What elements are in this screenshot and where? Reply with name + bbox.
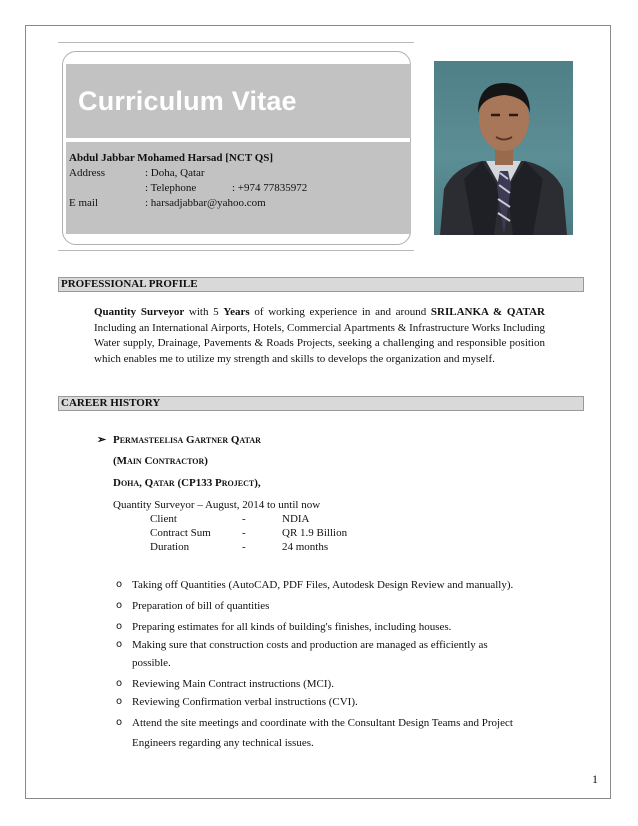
duty-text: Reviewing Confirmation verbal instructions (CVI). (132, 696, 358, 708)
detail-sep-duration: - (242, 541, 246, 553)
section-heading-career-history: CAREER HISTORY (58, 396, 584, 411)
duty-text: Taking off Quantities (AutoCAD, PDF Files, Autodesk Design Review and manually). (132, 579, 514, 591)
profile-countries: SRILANKA & QATAR (430, 306, 545, 318)
duty-text: Reviewing Main Contract instructions (MCI). (132, 678, 334, 690)
duty-item (116, 713, 547, 753)
profile-years: Years (223, 306, 250, 318)
address-label: Address (69, 167, 106, 179)
detail-value-contract-sum: QR 1.9 Billion (282, 527, 348, 539)
circle-bullet-icon: o (116, 579, 123, 590)
address-value: : Doha, Qatar (145, 167, 205, 179)
duty-item (116, 618, 552, 636)
company-entry (97, 433, 261, 446)
portrait-photo (434, 61, 573, 235)
duty-item (116, 576, 552, 594)
contractor-type: (Main Contractor) (113, 455, 208, 467)
duty-item (116, 597, 552, 615)
circle-bullet-icon: o (116, 621, 123, 632)
profile-summary (94, 305, 545, 367)
circle-bullet-icon: o (116, 678, 123, 689)
arrow-bullet-icon: ➢ (97, 434, 107, 446)
circle-bullet-icon: o (116, 717, 123, 728)
profile-text-3: Including an International Airports, Hotels, Commercial Apartments & Infrastructure Works Including Water supply, Drainage, Pavements & Roads Projects, seeking a challenging and responsible position which enables me to utilize my strength and skills to develops the organization and myself. (94, 321, 545, 365)
portrait-photo-drawing (434, 61, 573, 235)
detail-sep-client: - (242, 513, 246, 525)
duty-text: Preparing estimates for all kinds of building's finishes, including houses. (132, 621, 452, 633)
telephone-value: : +974 77835972 (232, 182, 308, 194)
duty-item (116, 693, 552, 711)
duty-item (116, 636, 517, 672)
duty-text: Attend the site meetings and coordinate with the Consultant Design Teams and Project Engineers regarding any technical issues. (132, 717, 513, 749)
cv-title: Curriculum Vitae (78, 86, 297, 116)
page-number: 1 (592, 772, 598, 786)
detail-value-duration: 24 months (282, 541, 329, 553)
header-rule-top (58, 42, 414, 43)
email-value: : harsadjabbar@yahoo.com (145, 197, 266, 209)
detail-sep-contract-sum: - (242, 527, 246, 539)
profile-role: Quantity Surveyor (94, 306, 185, 318)
circle-bullet-icon: o (116, 639, 123, 650)
profile-text-2: of working experience in and around (249, 306, 431, 318)
profile-text-1: with 5 (184, 306, 224, 318)
detail-label-client: Client (150, 513, 177, 525)
detail-value-client: NDIA (282, 513, 310, 525)
job-title-period: Quantity Surveyor – August, 2014 to until now (113, 499, 321, 511)
project-location: Doha, Qatar (CP133 Project), (113, 477, 261, 489)
circle-bullet-icon: o (116, 696, 123, 707)
section-heading-professional-profile: PROFESSIONAL PROFILE (58, 277, 584, 292)
telephone-label: : Telephone (145, 182, 197, 194)
duty-text: Making sure that construction costs and production are managed as efficiently as possible. (132, 639, 488, 669)
email-label: E mail (69, 197, 99, 209)
duty-item (116, 675, 552, 693)
circle-bullet-icon: o (116, 600, 123, 611)
header-rule-bottom (58, 250, 414, 251)
detail-label-contract-sum: Contract Sum (150, 527, 211, 539)
company-name: Permasteelisa Gartner Qatar (113, 434, 261, 446)
duty-text: Preparation of bill of quantities (132, 600, 270, 612)
candidate-name: Abdul Jabbar Mohamed Harsad [NCT QS] (69, 152, 274, 164)
detail-label-duration: Duration (150, 541, 190, 553)
